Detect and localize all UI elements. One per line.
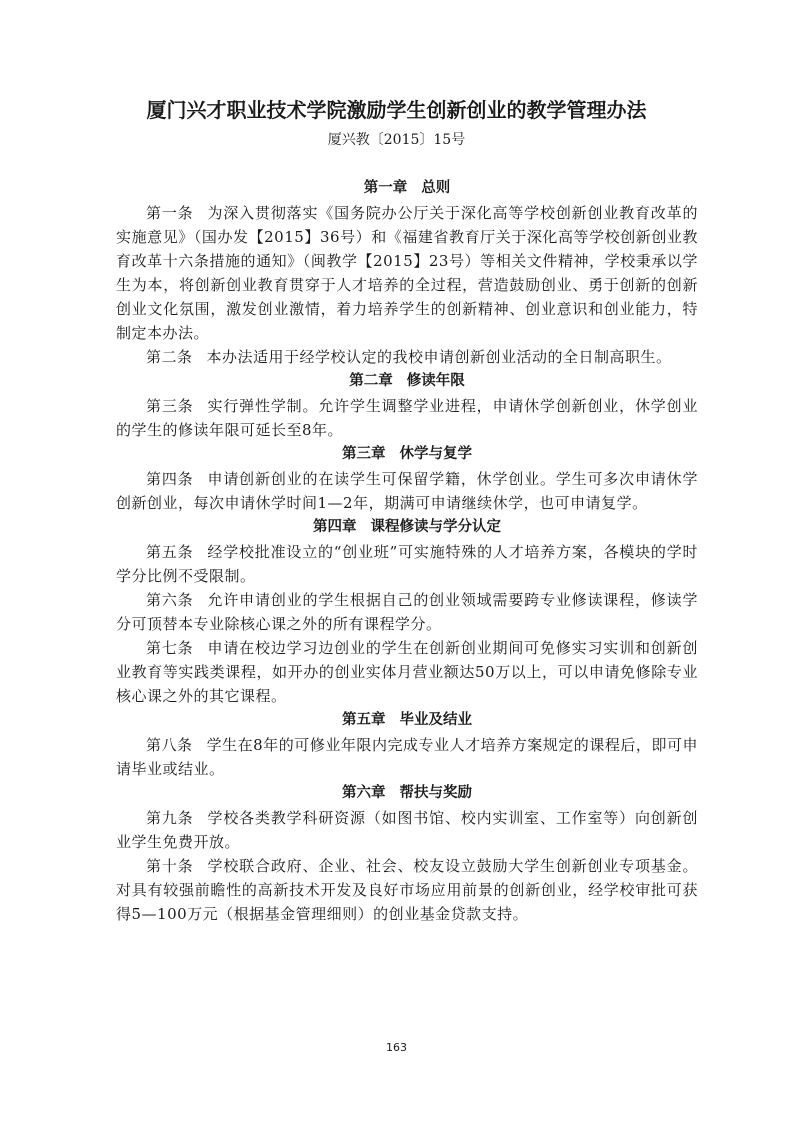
article-paragraph (116, 733, 698, 781)
article-paragraph (116, 201, 698, 345)
chapter-name: 毕业及结业 (399, 712, 472, 728)
chapter-heading (116, 176, 698, 201)
document-number: 厦兴教〔2015〕15号 (327, 132, 466, 148)
article-paragraph (116, 636, 698, 708)
article-number: 第十条 (146, 857, 194, 875)
article-text: 学生在8年的可修业年限内完成专业人才培养方案规定的课程后，即可申请毕业或结业。 (116, 736, 698, 778)
article-text: 为深入贯彻落实《国务院办公厅关于深化高等学校创新创业教育改革的实施意见》（国办发【2015】36号）和《福建省教育厅关于深化高等学校创新创业教育改革十六条措施的通知》（闽教学【2015】23号）等相关文件精神，学校秉承以学生为本，将创新创业教育贯穿于人才培养的全过程，营造鼓励创业、勇于创新的创新创业文化氛围，激发创业激情，着力培养学生的创新精神、创业意识和创业能力，特制定本办法。 (116, 204, 698, 342)
article-number: 第一条 (146, 204, 194, 222)
chapter-name: 修读年限 (406, 373, 465, 389)
chapter-heading (116, 781, 698, 806)
article-text: 本办法适用于经学校认定的我校申请创新创业活动的全日制高职生。 (206, 348, 672, 366)
chapter-number: 第一章 (363, 180, 408, 196)
article-number: 第五条 (146, 543, 194, 561)
chapter-number: 第五章 (342, 712, 386, 728)
article-text: 允许申请创业的学生根据自己的创业领域需要跨专业修读课程，修读学分可顶替本专业除核心课之外的所有课程学分。 (116, 591, 698, 633)
article-text: 申请在校边学习边创业的学生在创新创业期间可免修实习实训和创新创业教育等实践类课程，如开办的创业实体月营业额达50万以上，可以申请免修除专业核心课之外的其它课程。 (116, 639, 698, 705)
chapter-name: 课程修读与学分认定 (370, 519, 501, 535)
article-number: 第六条 (146, 591, 194, 609)
article-number: 第三条 (146, 397, 194, 415)
chapter-heading (116, 708, 698, 733)
document-title: 厦门兴才职业技术学院激励学生创新创业的教学管理办法 (146, 98, 647, 122)
article-text: 经学校批准设立的“创业班”可实施特殊的人才培养方案，各模块的学时学分比例不受限制。 (116, 543, 698, 585)
article-text: 实行弹性学制。允许学生调整学业进程，申请休学创新创业，休学创业的学生的修读年限可延长至8年。 (116, 397, 698, 439)
chapter-name: 帮扶与奖励 (399, 785, 472, 801)
chapter-number: 第二章 (349, 373, 393, 389)
chapter-number: 第六章 (342, 785, 386, 801)
chapter-name: 总则 (421, 180, 451, 196)
article-paragraph (116, 540, 698, 588)
article-paragraph (116, 588, 698, 636)
article-text: 学校各类教学科研资源（如图书馆、校内实训室、工作室等）向创新创业学生免费开放。 (116, 809, 698, 851)
chapter-number: 第三章 (342, 446, 386, 462)
chapter-name: 休学与复学 (399, 446, 472, 462)
document-body (116, 176, 698, 926)
article-number: 第二条 (146, 348, 193, 366)
article-paragraph (116, 345, 698, 369)
chapter-heading (116, 442, 698, 467)
chapter-heading (116, 369, 698, 394)
article-number: 第九条 (146, 809, 194, 827)
article-paragraph (116, 854, 698, 926)
chapter-heading (116, 515, 698, 540)
article-text: 学校联合政府、企业、社会、校友设立鼓励大学生创新创业专项基金。对具有较强前瞻性的高新技术开发及良好市场应用前景的创新创业，经学校审批可获得5—100万元（根据基金管理细则）的创业基金贷款支持。 (116, 857, 698, 923)
article-paragraph (116, 467, 698, 515)
article-number: 第八条 (146, 736, 193, 754)
article-number: 第七条 (146, 639, 194, 657)
article-number: 第四条 (146, 470, 194, 488)
chapter-number: 第四章 (313, 519, 357, 535)
page-number: 163 (386, 1041, 407, 1054)
article-text: 申请创新创业的在读学生可保留学籍，休学创业。学生可多次申请休学创新创业，每次申请休学时间1—2年，期满可申请继续休学，也可申请复学。 (116, 470, 698, 512)
article-paragraph (116, 806, 698, 854)
article-paragraph (116, 394, 698, 442)
